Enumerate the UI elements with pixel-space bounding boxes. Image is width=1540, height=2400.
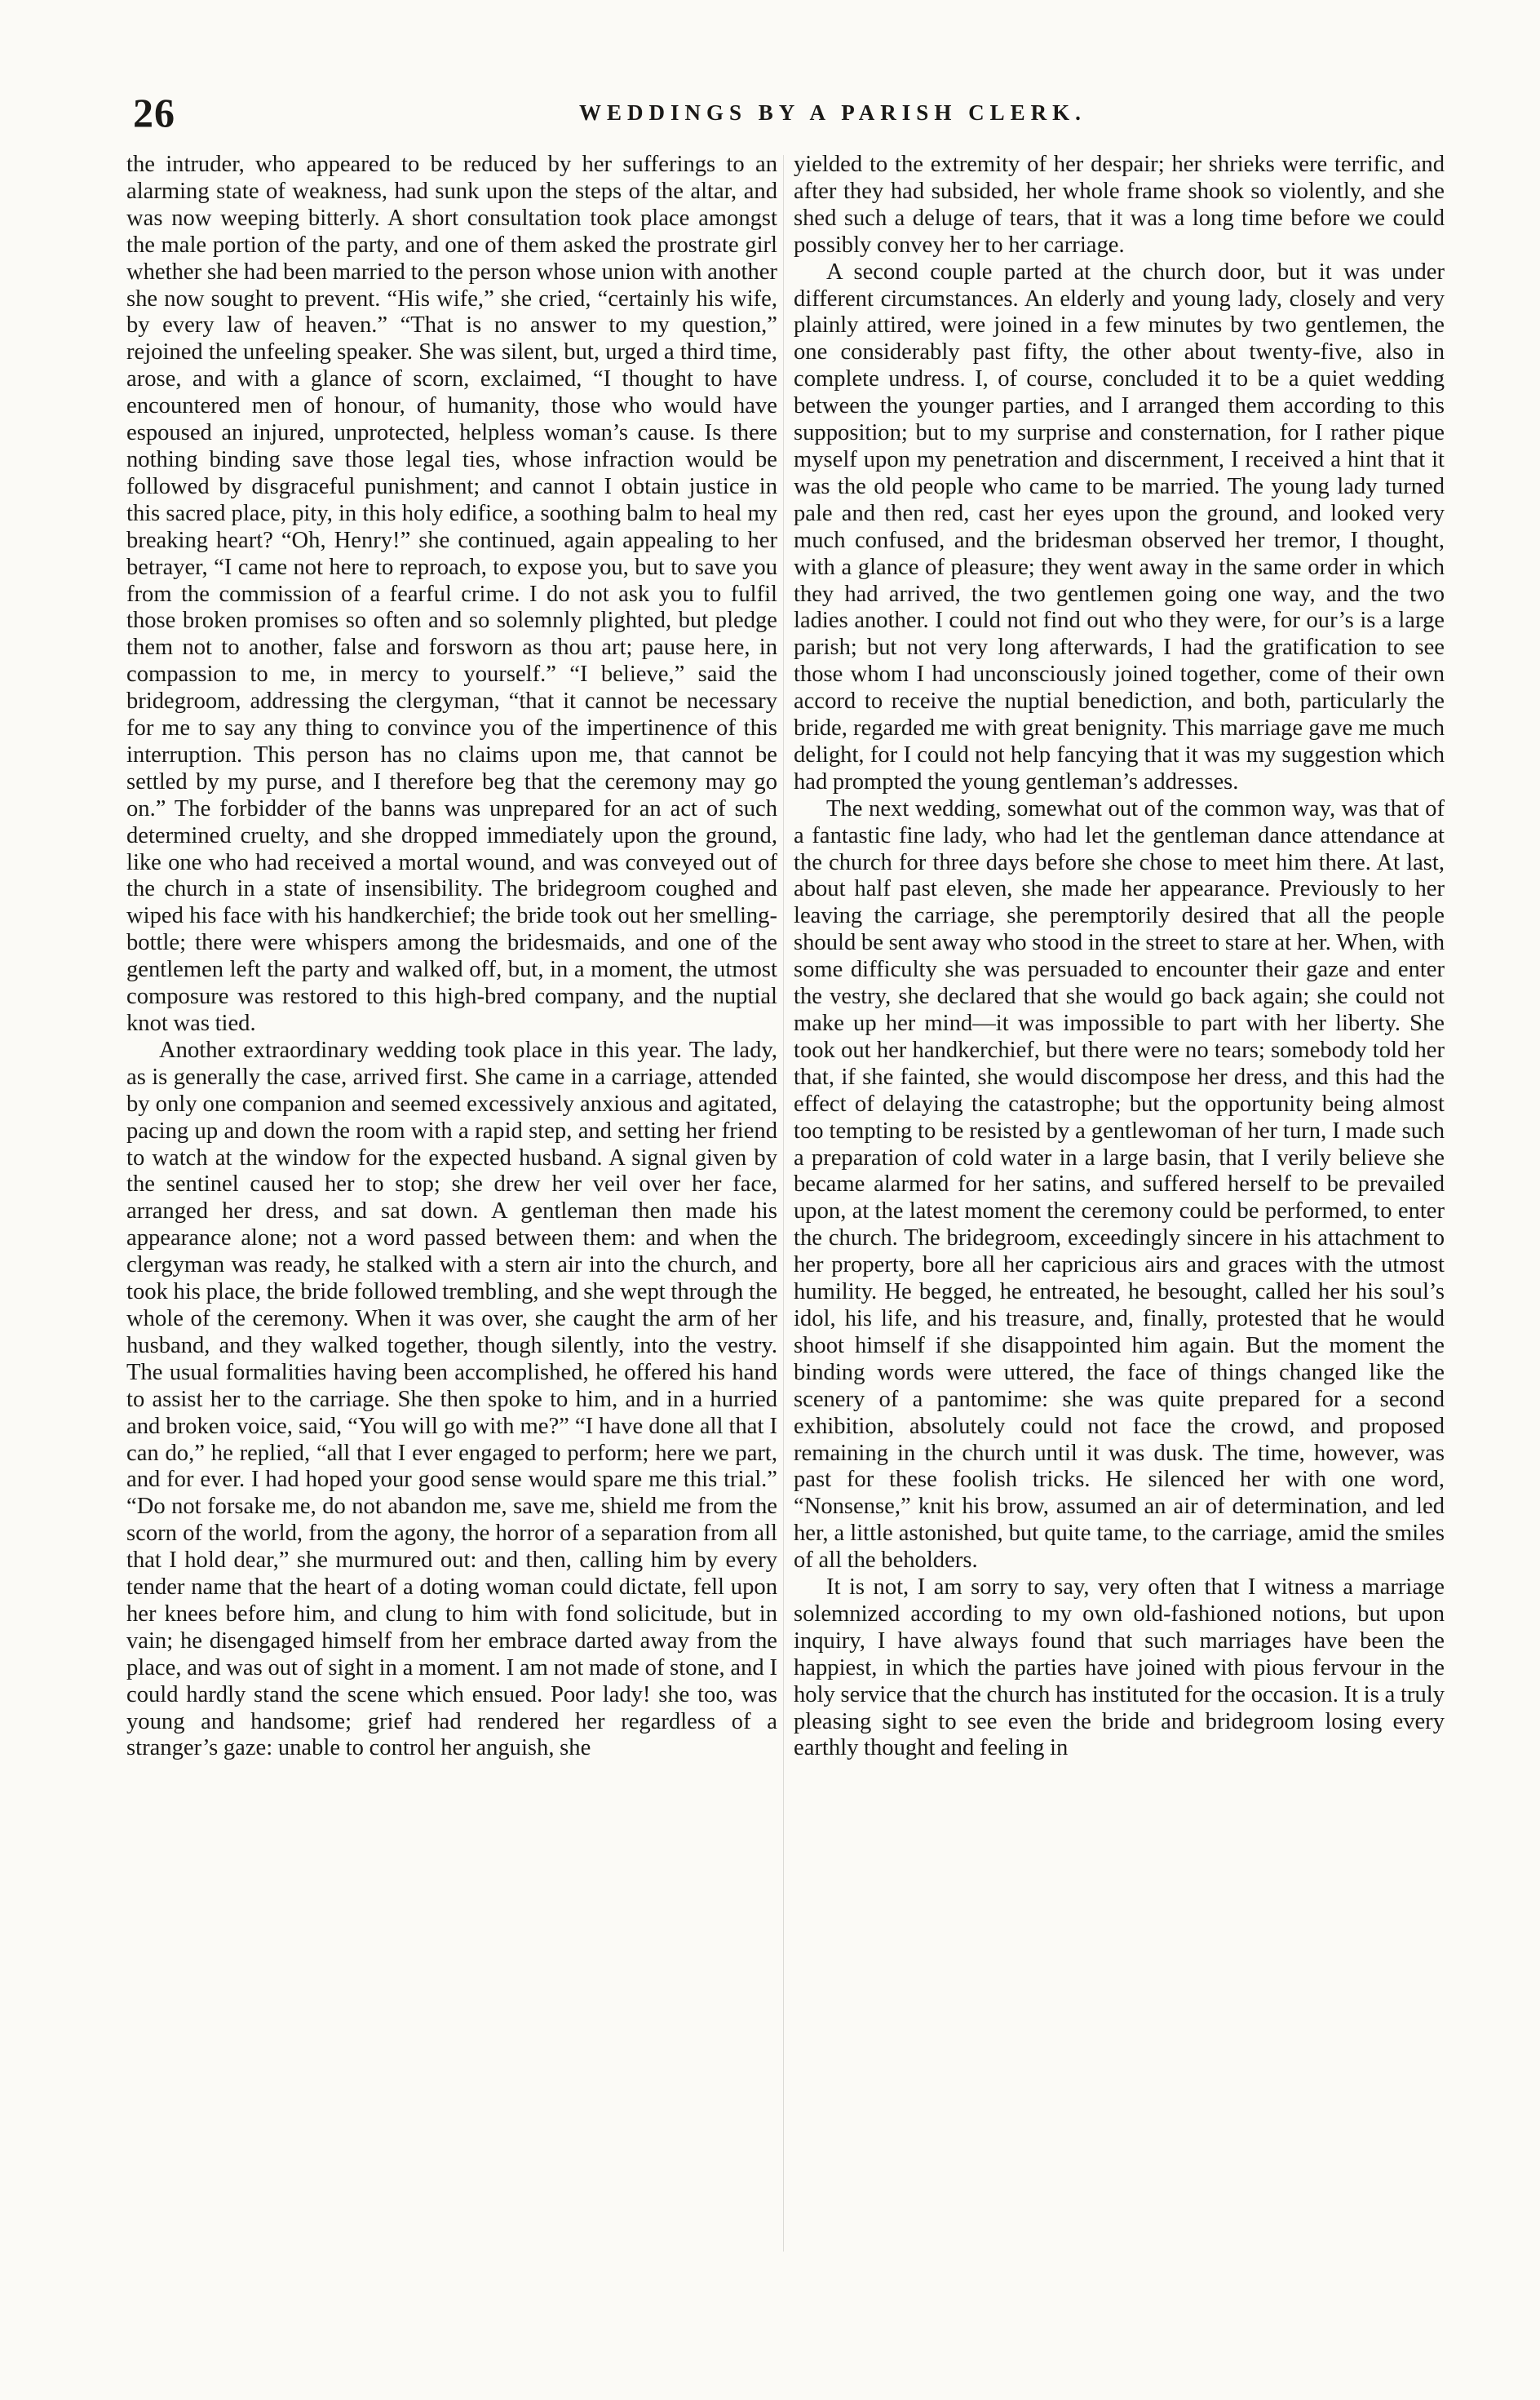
paragraph: A second couple parted at the church door, but it was under different circumstances. An elderly and young lady, closely and very plainly attired, were joined in a few minutes by two gentlemen, the one considerably past fifty, the other about twenty-five, also in complete undress. I, of course, concluded it to be a quiet wedding between the younger parties, and I arranged them according to this supposition; but to my surprise and consternation, for I rather pique myself upon my penetration and discernment, I received a hint that it was the old people who came to be married. The young lady turned pale and then red, cast her eyes upon the ground, and looked very much confused, and the bridesman observed her tremor, I thought, with a glance of pleasure; they went away in the same order in which they had arrived, the two gentlemen going one way, and the two ladies another. I could not find out who they were, for our’s is a large parish; but not very long afterwards, I had the gratification to see those whom I had unconsciously joined together, come of their own accord to receive the nuptial benediction, and both, particularly the bride, regarded me with great benignity. This marriage gave me much delight, for I could not help fancying that it was my suggestion which had prompted the young gentleman’s addresses. [794,259,1445,795]
paragraph: The next wedding, somewhat out of the common way, was that of a fantastic fine lady, who had let the gentleman dance attendance at the church for three days before she chose to meet him there. At last, about half past eleven, she made her appearance. Previously to her leaving the carriage, she peremptorily desired that all the people should be sent away who stood in the street to stare at her. When, with some difficulty she was persuaded to encounter their gaze and enter the vestry, she declared that she would go back again; she could not make up her mind—it was impossible to part with her liberty. She took out her handkerchief, but there were no tears; somebody told her that, if she fainted, she would discompose her dress, and this had the effect of delaying the catastrophe; but the opportunity being almost too tempting to be resisted by a gentlewoman of her turn, I made such a preparation of cold water in a large basin, that I verily believe she became alarmed for her satins, and suffered herself to be prevailed upon, at the latest moment the ceremony could be performed, to enter the church. The bridegroom, exceedingly sincere in his attachment to her property, bore all her capricious airs and graces with the utmost humility. He begged, he entreated, he besought, called her his soul’s idol, his life, and his treasure, and, finally, protested that he would shoot himself if she disappointed him again. But the moment the binding words were uttered, the face of things changed like the scenery of a pantomime: she was quite prepared for a second exhibition, absolutely could not face the crowd, and proposed remaining in the church until it was dusk. The time, however, was past for these foolish tricks. He silenced her with one word, “Nonsense,” knit his brow, assumed an air of determination, and led her, a little astonished, but quite tame, to the carriage, amid the smiles of all the beholders. [794,795,1445,1574]
running-title: WEDDINGS BY A PARISH CLERK. [579,100,1086,125]
paragraph: yielded to the extremity of her despair; her shrieks were terrific, and after they had subsided, her whole frame shook so violently, and she shed such a deluge of tears, that it was a long time before we could possibly convey her to her carriage. [794,152,1445,258]
column-divider [783,155,784,2252]
paragraph: the intruder, who appeared to be reduced by her sufferings to an alarming state of weakness, had sunk upon the steps of the altar, and was now weeping bitterly. A short consultation took place amongst the male portion of the party, and one of them asked the prostrate girl whether she had been married to the person whose union with another she now sought to prevent. “His wife,” she cried, “certainly his wife, by every law of heaven.” “That is no answer to my question,” rejoined the unfeeling speaker. She was silent, but, urged a third time, arose, and with a glance of scorn, exclaimed, “I thought to have encountered men of honour, of humanity, those who would have espoused an injured, unprotected, helpless woman’s cause. Is there nothing binding save those legal ties, whose infraction would be followed by disgraceful punishment; and cannot I obtain justice in this sacred place, pity, in this holy edifice, a soothing balm to heal my breaking heart? “Oh, Henry!” she continued, again appealing to her betrayer, “I came not here to reproach, to expose you, but to save you from the commission of a fearful crime. I do not ask you to fulfil those broken promises so often and so solemnly plighted, but pledge them not to another, false and forsworn as thou art; pause here, in compassion to me, in mercy to yourself.” “I believe,” said the bridegroom, addressing the clergyman, “that it cannot be necessary for me to say any thing to convince you of the impertinence of this interruption. This person has no claims upon me, that cannot be settled by my purse, and I therefore beg that the ceremony may go on.” The forbidder of the banns was unprepared for an act of such determined cruelty, and she dropped immediately upon the ground, like one who had received a mortal wound, and was conveyed out of the church in a state of insensibility. The bridegroom coughed and wiped his face with his handkerchief; the bride took out her smelling-bottle; there were whispers among the bridesmaids, and one of the gentlemen left the party and walked off, but, in a moment, the utmost composure was restored to this high-bred company, and the nuptial knot was tied. [126,152,777,1036]
paragraph: Another extraordinary wedding took place in this year. The lady, as is generally the case, arrived first. She came in a carriage, attended by only one companion and seemed excessively anxious and agitated, pacing up and down the room with a rapid step, and setting her friend to watch at the window for the expected husband. A signal given by the sentinel caused her to stop; she drew her veil over her face, arranged her dress, and sat down. A gentleman then made his appearance alone; not a word passed between them: and when the clergyman was ready, he stalked with a stern air into the church, and took his place, the bride followed trembling, and she wept through the whole of the ceremony. When it was over, she caught the arm of her husband, and they walked together, though silently, into the vestry. The usual formalities having been accomplished, he offered his hand to assist her to the carriage. She then spoke to him, and in a hurried and broken voice, said, “You will go with me?” “I have done all that I can do,” he replied, “all that I ever engaged to perform; here we part, and for ever. I had hoped your good sense would spare me this trial.” “Do not forsake me, do not abandon me, save me, shield me from the scorn of the world, from the agony, the horror of a separation from all that I hold dear,” she murmured out: and then, calling him by every tender name that the heart of a doting woman could dictate, fell upon her knees before him, and clung to him with fond solicitude, but in vain; he disengaged himself from her embrace darted away from the place, and was out of sight in a moment. I am not made of stone, and I could hardly stand the scene which ensued. Poor lady! she too, was young and handsome; grief had rendered her regardless of a stranger’s gaze: unable to control her anguish, she [126,1037,777,1761]
paragraph: It is not, I am sorry to say, very often that I witness a marriage solemnized according to my own old-fashioned notions, but upon inquiry, I have always found that such marriages have been the happiest, in which the parties have joined with pious fervour in the holy service that the church has instituted for the occasion. It is a truly pleasing sight to see even the bride and bridegroom losing every earthly thought and feeling in [794,1574,1445,1761]
page-header [126,88,1464,137]
left-column [126,152,777,1762]
page-number: 26 [133,90,175,135]
right-column [794,152,1445,1762]
